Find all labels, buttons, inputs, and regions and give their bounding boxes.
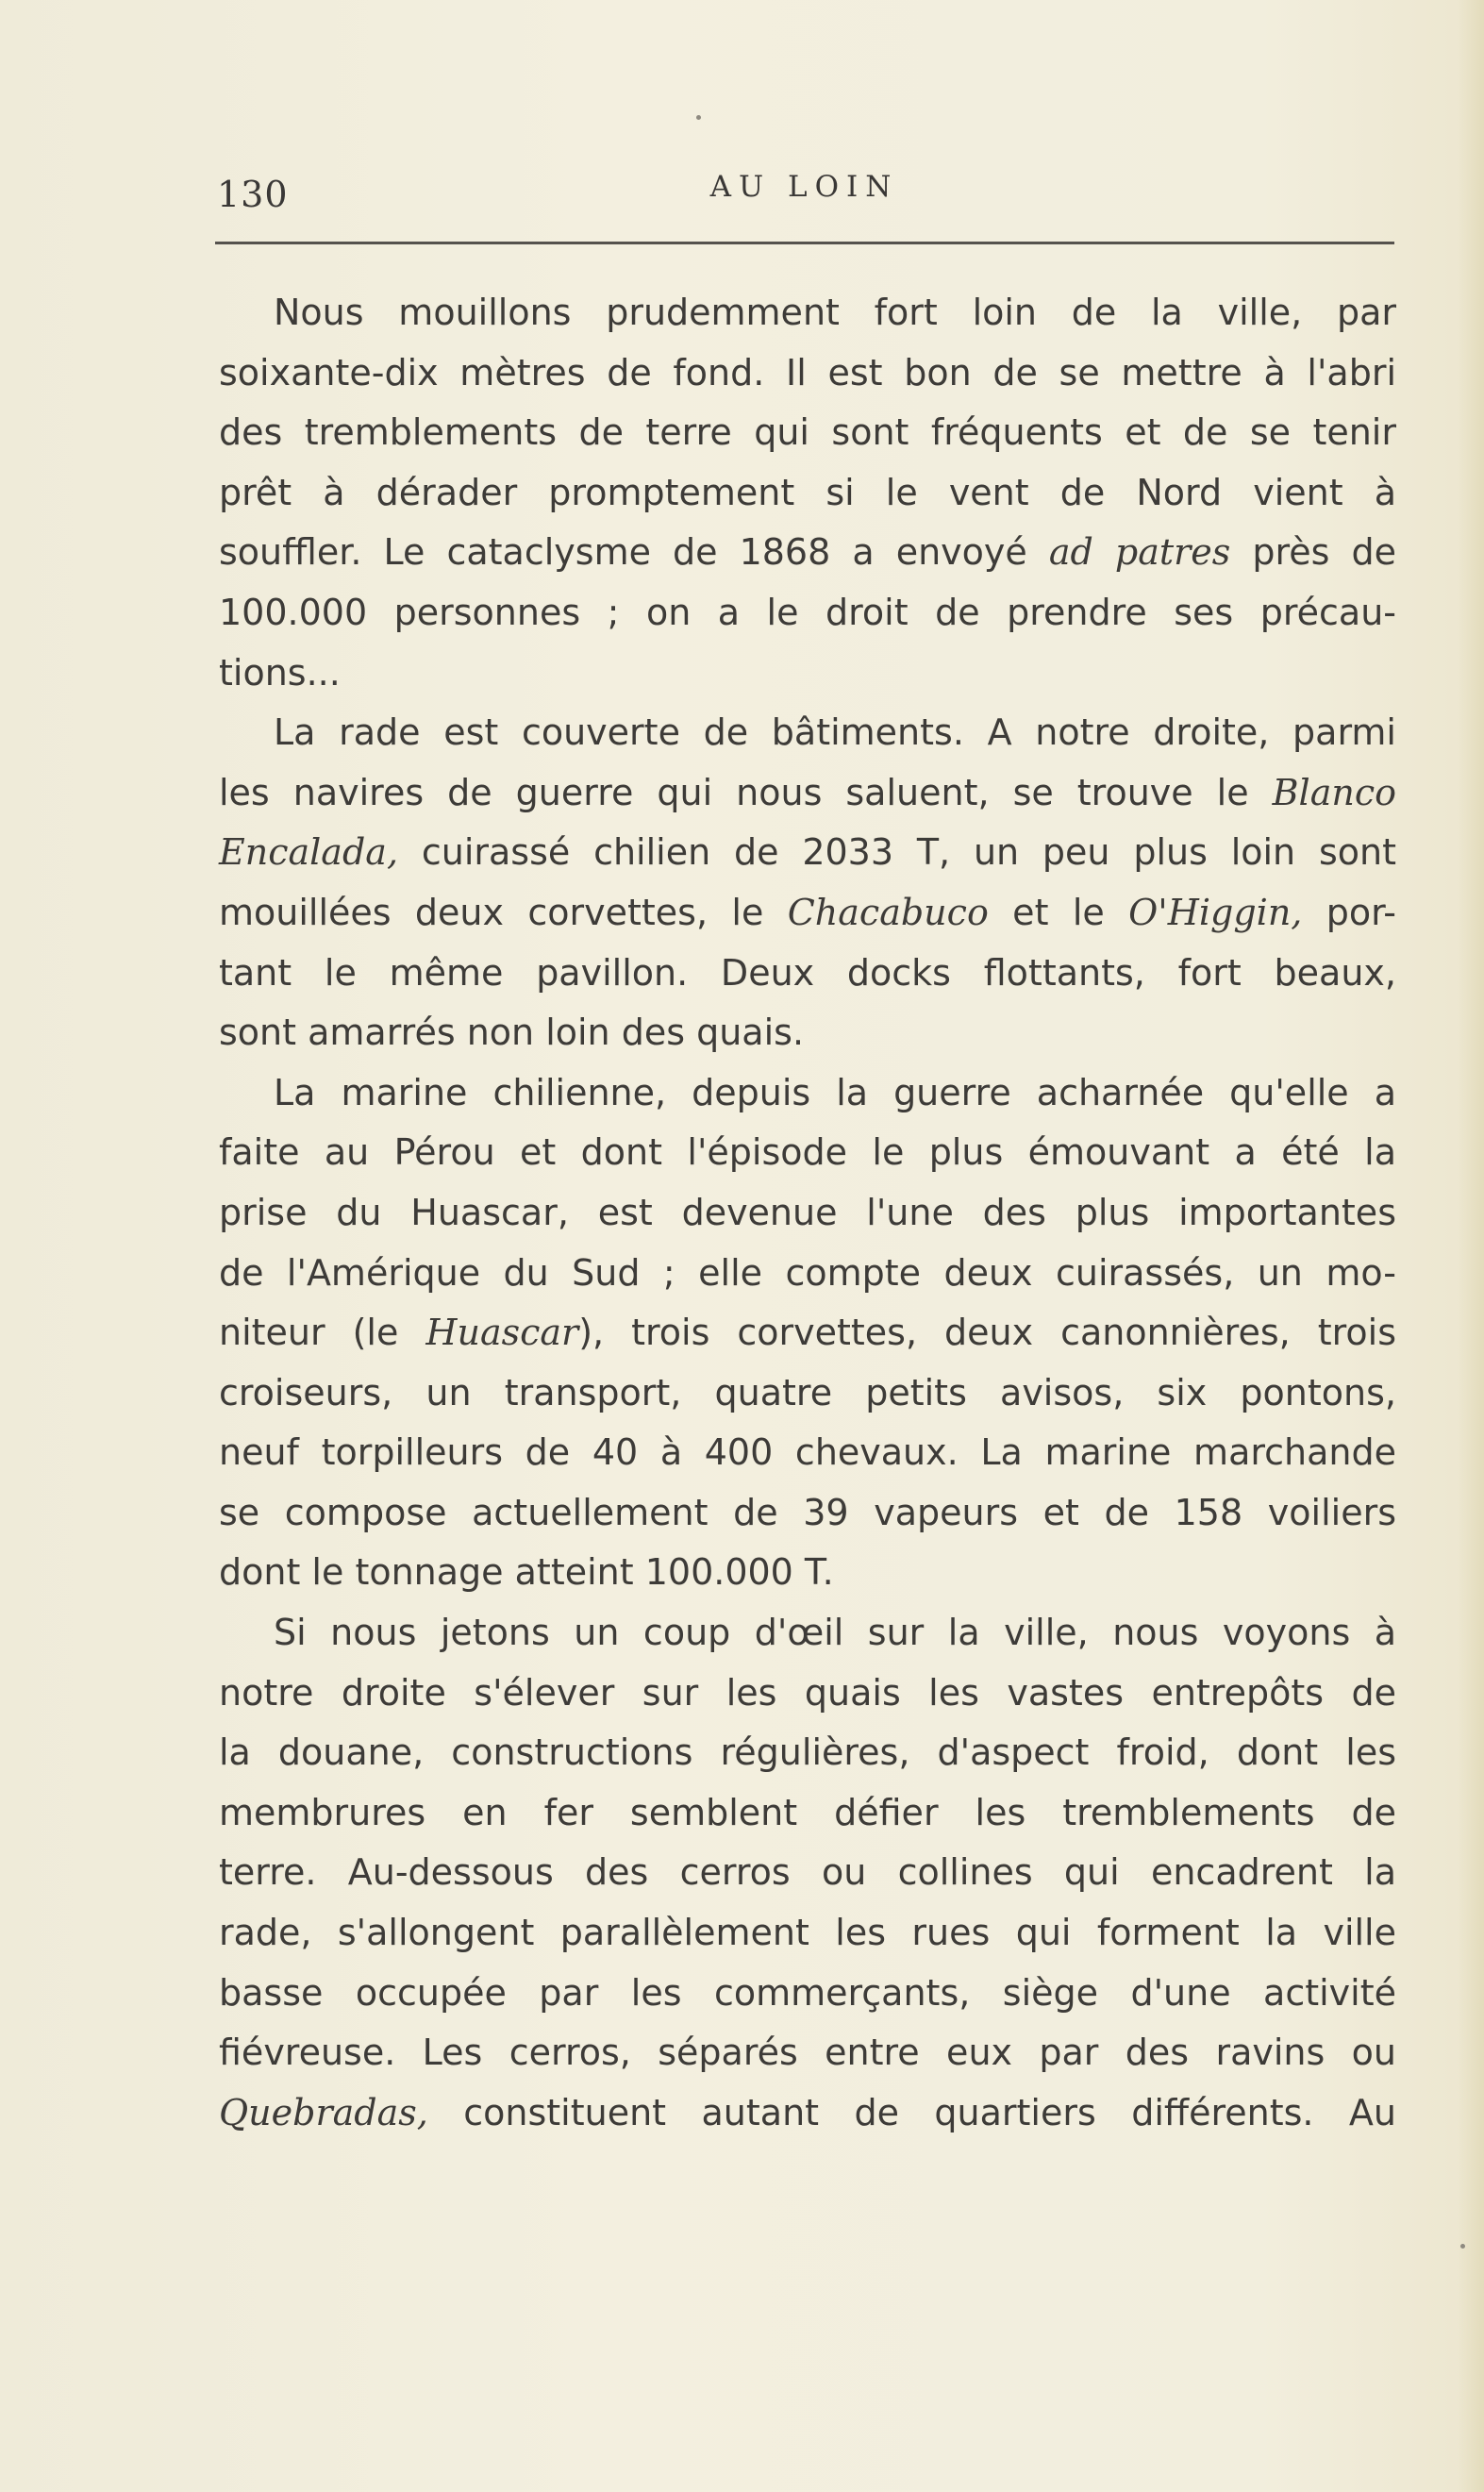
text-run: mouillées deux corvettes, le (219, 891, 788, 933)
body-text (219, 283, 1396, 2143)
text-line (219, 1063, 1396, 1124)
text-run: tions... (219, 651, 341, 694)
text-run: près de (1230, 531, 1396, 574)
text-line (219, 1603, 1396, 1664)
page-edge-shadow (1458, 0, 1484, 2492)
text-run: cuirassé chilien de 2033 T, un peu plus loin sont (398, 831, 1396, 874)
text-line (219, 703, 1396, 763)
text-line (219, 823, 1396, 883)
text-run: membrures en fer semblent défier les tremblements de (219, 1791, 1396, 1833)
text-line (219, 1244, 1396, 1304)
text-line (219, 583, 1396, 644)
text-run: souffler. Le cataclysme de 1868 a envoyé (219, 531, 1049, 574)
text-line (219, 2083, 1396, 2144)
text-line (219, 283, 1396, 343)
running-head: AU LOIN (709, 170, 899, 204)
italic-term: Quebradas, (219, 2091, 428, 2133)
text-run: constituent autant de quartiers différents. Au (427, 2091, 1396, 2133)
text-line (219, 403, 1396, 463)
text-line (219, 343, 1396, 404)
text-line (219, 1964, 1396, 2024)
text-line (219, 1423, 1396, 1483)
text-run: faite au Pérou et dont l'épisode le plus émouvant a été la (219, 1131, 1396, 1174)
text-run: Si nous jetons un coup d'œil sur la ville, nous voyons à (274, 1612, 1396, 1654)
page-header (217, 170, 1392, 217)
text-line (219, 523, 1396, 583)
text-line (219, 1363, 1396, 1424)
text-run: terre. Au-dessous des cerros ou collines qui encadrent la (219, 1851, 1396, 1894)
text-run: sont amarrés non loin des quais. (219, 1012, 805, 1054)
italic-phrase: ad patres (1048, 531, 1231, 574)
text-run: des tremblements de terre qui sont fréquents et de se tenir (219, 411, 1396, 454)
text-run: 100.000 personnes ; on a le droit de prendre ses précau- (219, 591, 1396, 633)
text-line (219, 1303, 1396, 1363)
text-line (219, 463, 1396, 524)
text-line (219, 1543, 1396, 1603)
text-line (219, 1723, 1396, 1783)
ship-name: Encalada, (219, 831, 399, 874)
text-line (219, 1664, 1396, 1724)
text-line (219, 1843, 1396, 1903)
header-rule (215, 242, 1394, 244)
text-line (219, 1483, 1396, 1544)
text-line (219, 1903, 1396, 1964)
page-number: 130 (217, 174, 289, 215)
text-run: niteur (le (219, 1312, 426, 1354)
ship-name: Chacabuco (787, 891, 989, 933)
text-run: de l'Amérique du Sud ; elle compte deux cuirassés, un mo- (219, 1251, 1396, 1294)
text-run: fiévreuse. Les cerros, séparés entre eux par des ravins ou (219, 2032, 1396, 2074)
text-line (219, 1783, 1396, 1844)
text-line (219, 883, 1396, 944)
text-run: basse occupée par les commerçants, siège d'une activité (219, 1971, 1396, 2014)
text-line (219, 763, 1396, 824)
ship-name: Huascar (425, 1312, 579, 1354)
text-run: Nous mouillons prudemment fort loin de la ville, par (274, 292, 1396, 333)
ink-speck (696, 115, 701, 120)
text-run: La marine chilienne, depuis la guerre acharnée qu'elle a (274, 1071, 1396, 1113)
text-run: neuf torpilleurs de 40 à 400 chevaux. La marine marchande (219, 1431, 1396, 1474)
ink-speck (1460, 2244, 1465, 2249)
text-line (219, 2023, 1396, 2083)
text-run: et le (988, 891, 1129, 933)
ship-name: O'Higgin, (1128, 891, 1303, 933)
text-run: dont le tonnage atteint 100.000 T. (219, 1551, 834, 1594)
text-line (219, 644, 1396, 704)
text-run: les navires de guerre qui nous saluent, se trouve le (219, 771, 1273, 813)
text-run: la douane, constructions régulières, d'aspect froid, dont les (219, 1731, 1396, 1774)
text-run: croiseurs, un transport, quatre petits avisos, six pontons, (219, 1371, 1396, 1413)
text-run: ), trois corvettes, deux canonnières, trois (578, 1312, 1396, 1354)
text-run: La rade est couverte de bâtiments. A notre droite, parmi (274, 711, 1396, 754)
text-run: prise du Huascar, est devenue l'une des plus importantes (219, 1191, 1396, 1233)
text-line (219, 1003, 1396, 1063)
text-run: notre droite s'élever sur les quais les vastes entrepôts de (219, 1671, 1396, 1714)
text-run: se compose actuellement de 39 vapeurs et de 158 voiliers (219, 1491, 1396, 1533)
text-run: tant le même pavillon. Deux docks flottants, fort beaux, (219, 951, 1396, 994)
text-line (219, 1123, 1396, 1183)
ship-name: Blanco (1272, 771, 1396, 813)
text-run: rade, s'allongent parallèlement les rues qui forment la ville (219, 1912, 1396, 1954)
text-line (219, 944, 1396, 1004)
text-run: soixante-dix mètres de fond. Il est bon de se mettre à l'abri (219, 351, 1396, 393)
text-run: por- (1302, 891, 1397, 933)
text-run: prêt à dérader promptement si le vent de Nord vient à (219, 471, 1396, 513)
text-line (219, 1183, 1396, 1244)
